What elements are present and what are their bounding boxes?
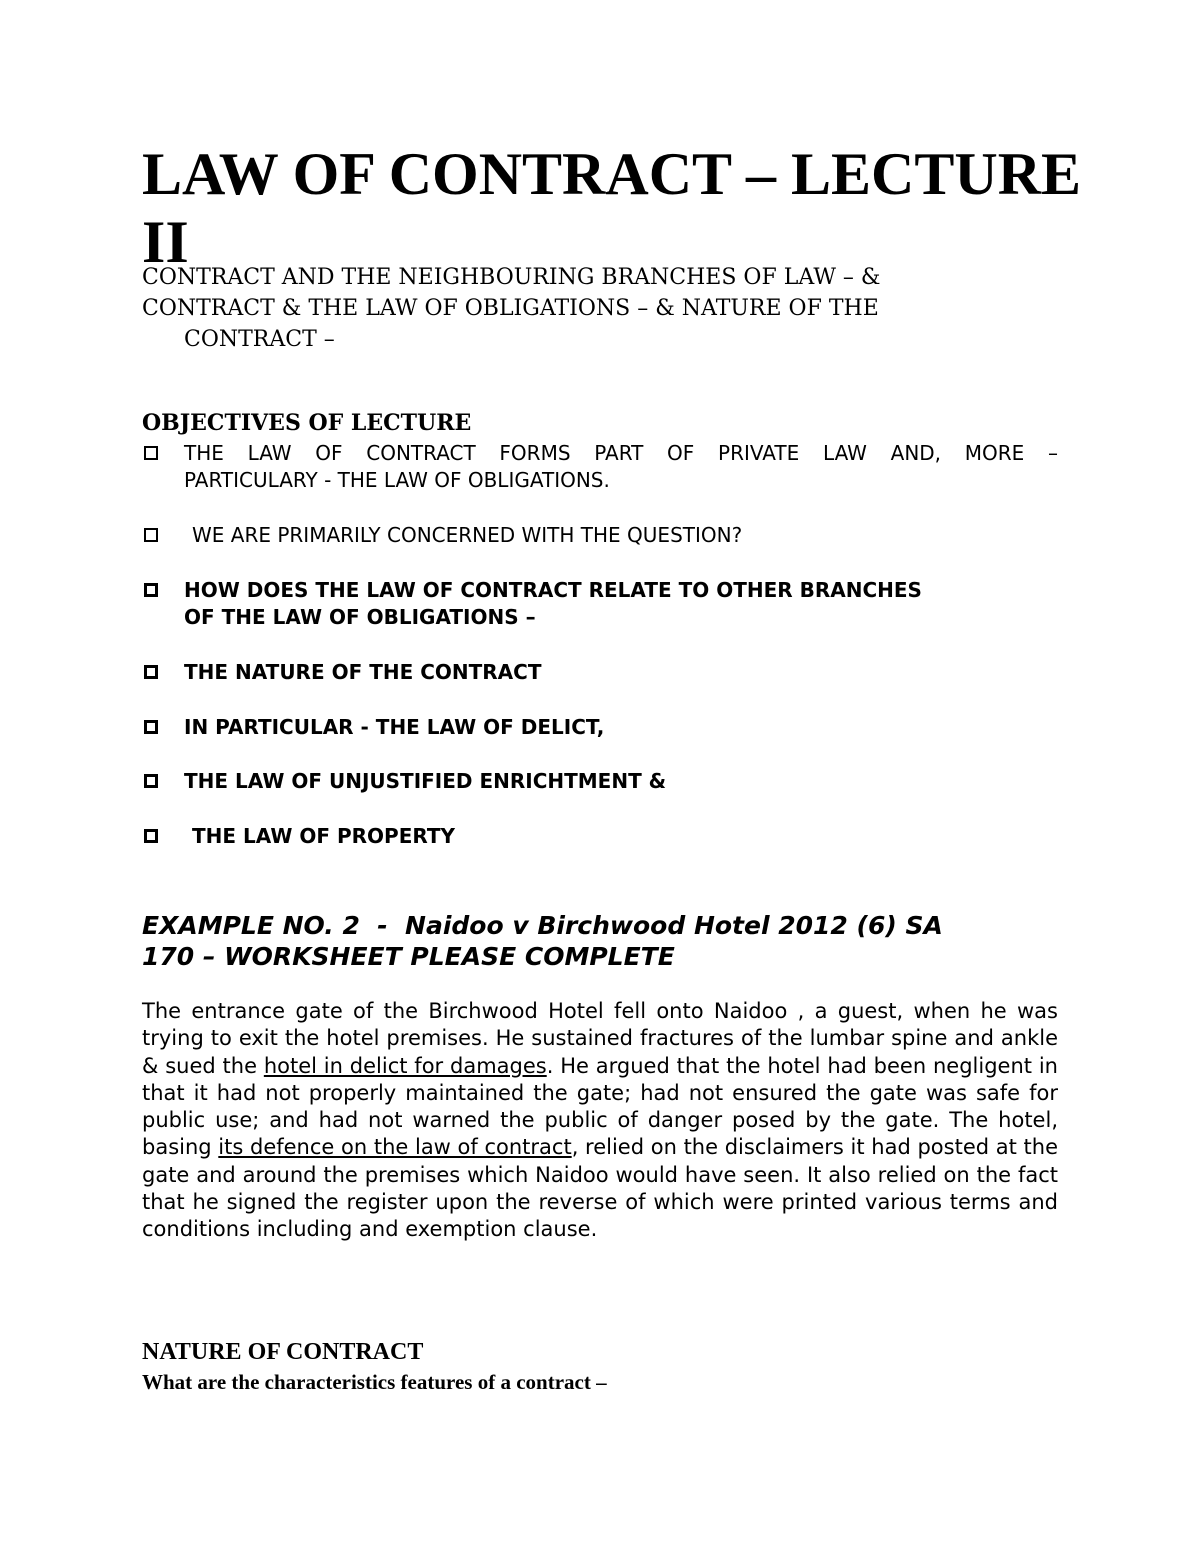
list-item-text: IN PARTICULAR - THE LAW OF DELICT, <box>184 715 605 739</box>
list-item <box>142 823 1058 850</box>
subtitle-line-3: CONTRACT – <box>184 327 335 352</box>
paragraph-text-1: The entrance gate of the Birchwood Hotel fell onto Naidoo , a guest, when he was trying to exit the hotel premises. He sustained fractures of the lumbar spine and ankle & sued the <box>142 999 1058 1078</box>
list-item-text: THE LAW OF UNJUSTIFIED ENRICHTMENT & <box>184 769 667 793</box>
subtitle-line-1: CONTRACT AND THE NEIGHBOURING BRANCHES OF LAW – & <box>142 265 881 290</box>
paragraph-text-3: , relied on the disclaimers it had posted at the gate and around the premises which Naidoo would have seen. It also relied on the fact that he signed the register upon the reverse of which were printed various terms and conditions including and exemption clause. <box>142 1135 1058 1242</box>
example-heading-line-2: 170 – WORKSHEET PLEASE COMPLETE <box>142 942 675 971</box>
list-item-line-1: THE LAW OF CONTRACT FORMS PART OF PRIVATE LAW AND, MORE – <box>184 441 1058 465</box>
list-item-text: THE LAW OF PROPERTY <box>192 824 455 848</box>
example-heading <box>142 910 1062 972</box>
checkbox-bullet-icon <box>144 583 158 597</box>
checkbox-bullet-icon <box>144 720 158 734</box>
checkbox-bullet-icon <box>144 774 158 788</box>
checkbox-bullet-icon <box>144 829 158 843</box>
list-item-text: THE NATURE OF THE CONTRACT <box>184 660 542 684</box>
list-item <box>142 768 1058 795</box>
list-item-line-2: OF THE LAW OF OBLIGATIONS – <box>184 605 536 629</box>
nature-question: What are the characteristics features of a contract – <box>142 1370 607 1394</box>
list-item <box>142 577 1058 631</box>
list-item <box>142 522 1058 549</box>
underlined-phrase-contract: its defence on the law of contract <box>218 1135 572 1160</box>
list-item <box>142 659 1058 686</box>
list-item-line-2: PARTICULARY - THE LAW OF OBLIGATIONS. <box>184 468 610 492</box>
subtitle-line-2: CONTRACT & THE LAW OF OBLIGATIONS – & NATURE OF THE <box>142 296 879 321</box>
list-item-text: WE ARE PRIMARILY CONCERNED WITH THE QUESTION? <box>192 523 743 547</box>
nature-heading: NATURE OF CONTRACT <box>142 1339 424 1365</box>
checkbox-bullet-icon <box>144 446 158 460</box>
list-item-line-1: HOW DOES THE LAW OF CONTRACT RELATE TO OTHER BRANCHES <box>184 578 922 602</box>
objectives-heading: OBJECTIVES OF LECTURE <box>142 410 472 436</box>
document-title: LAW OF CONTRACT – LECTURE II <box>142 141 1082 275</box>
case-facts-paragraph <box>142 998 1058 1244</box>
checkbox-bullet-icon <box>144 528 158 542</box>
example-heading-line-1: EXAMPLE NO. 2 - Naidoo v Birchwood Hotel 2012 (6) SA <box>142 911 943 940</box>
checkbox-bullet-icon <box>144 665 158 679</box>
list-item <box>142 714 1058 741</box>
underlined-phrase-delict: hotel in delict for damages <box>263 1053 547 1078</box>
paragraph-text-2: . He argued that the hotel had been negligent in that it had not properly maintained the gate; had not ensured the gate was safe for public use; and had not warned the public of danger posed by the gate. The hotel, basing <box>142 1053 1058 1160</box>
list-item <box>142 440 1058 494</box>
document-subtitle <box>142 262 1042 355</box>
